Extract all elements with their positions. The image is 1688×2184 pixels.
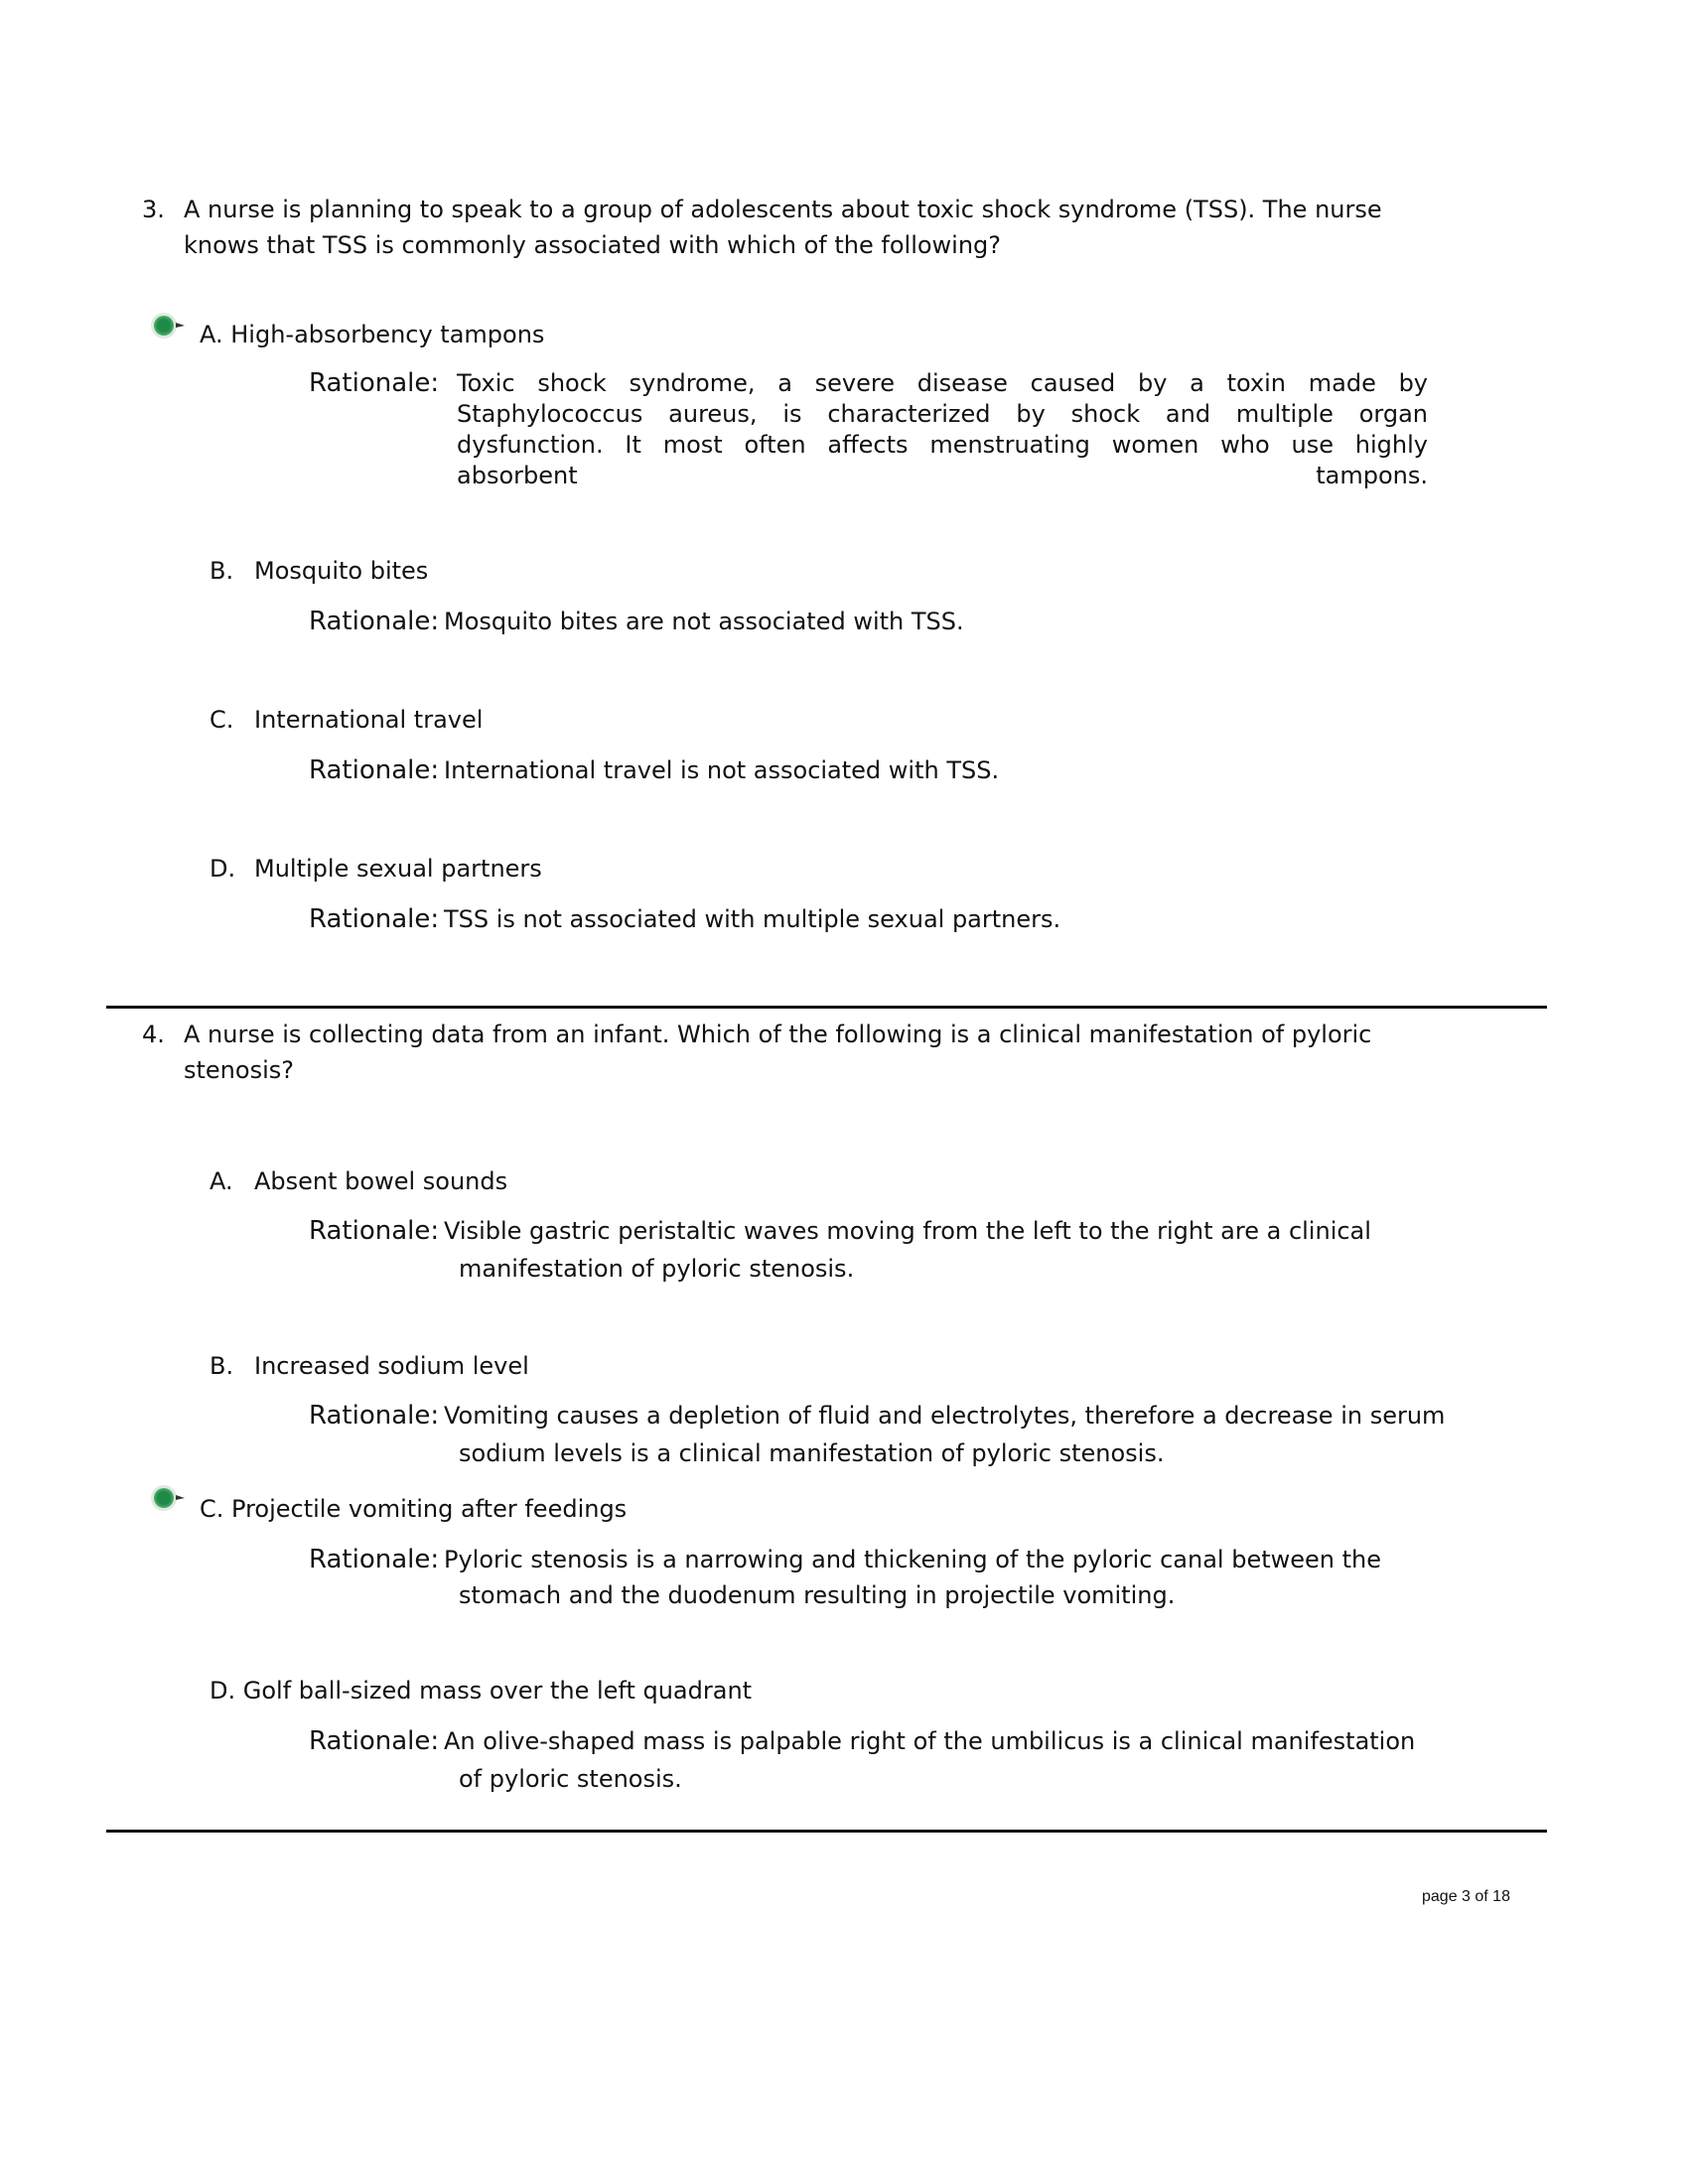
rationale-text: An olive-shaped mass is palpable right of the umbilicus is a clinical manifestation bbox=[444, 1727, 1416, 1755]
rationale-label: Rationale: bbox=[309, 904, 440, 934]
rationale-text: TSS is not associated with multiple sexual partners. bbox=[444, 905, 1061, 933]
rationale-text: Visible gastric peristaltic waves moving from the left to the right are a clinical bbox=[444, 1217, 1371, 1245]
option-c: International travel bbox=[254, 706, 484, 734]
rationale-text: Toxic shock syndrome, a severe disease caused by a toxin made by Staphylococcus aureus, is characterized by shock and multiple organ dysfunction. It most often affects menstruating women who use highly absorbent tampons. bbox=[457, 369, 1428, 489]
rationale-text: Pyloric stenosis is a narrowing and thickening of the pyloric canal between the bbox=[444, 1546, 1382, 1573]
option-d: D. Golf ball-sized mass over the left quadrant bbox=[210, 1677, 753, 1705]
option-letter: B. bbox=[210, 557, 234, 585]
rationale-label: Rationale: bbox=[309, 368, 440, 398]
rationale-text: of pyloric stenosis. bbox=[459, 1765, 682, 1793]
option-letter: C. bbox=[210, 706, 234, 734]
page-number: page 3 of 18 bbox=[1422, 1888, 1510, 1905]
rationale-text: sodium levels is a clinical manifestation of pyloric stenosis. bbox=[459, 1439, 1165, 1467]
rationale-label: Rationale: bbox=[309, 1401, 440, 1431]
rationale-text: Mosquito bites are not associated with TSS. bbox=[444, 608, 964, 635]
question-text: A nurse is planning to speak to a group of adolescents about toxic shock syndrome (TSS). The nurse knows that TSS is commonly associated with which of the following? bbox=[184, 196, 1382, 259]
option-b: Increased sodium level bbox=[254, 1352, 529, 1380]
option-letter: A. bbox=[210, 1167, 233, 1195]
option-d: Multiple sexual partners bbox=[254, 855, 542, 883]
question-number: 4. bbox=[142, 1021, 165, 1048]
rationale-label: Rationale: bbox=[309, 1216, 440, 1246]
option-a: Absent bowel sounds bbox=[254, 1167, 508, 1195]
option-c: C. Projectile vomiting after feedings bbox=[200, 1495, 628, 1523]
option-a: A. High-absorbency tampons bbox=[200, 321, 545, 348]
rationale-text: manifestation of pyloric stenosis. bbox=[459, 1255, 855, 1283]
option-letter: D. bbox=[210, 855, 236, 883]
divider bbox=[106, 1006, 1547, 1009]
option-b: Mosquito bites bbox=[254, 557, 429, 585]
rationale-label: Rationale: bbox=[309, 1545, 440, 1574]
question-text: A nurse is collecting data from an infant. Which of the following is a clinical manifestation of pyloric stenosis? bbox=[184, 1021, 1372, 1084]
question-number: 3. bbox=[142, 196, 165, 223]
rationale-label: Rationale: bbox=[309, 755, 440, 785]
rationale-label: Rationale: bbox=[309, 607, 440, 636]
option-letter: B. bbox=[210, 1352, 234, 1380]
rationale-label: Rationale: bbox=[309, 1726, 440, 1756]
divider bbox=[106, 1830, 1547, 1833]
rationale-text: International travel is not associated with TSS. bbox=[444, 756, 1000, 784]
correct-answer-marker-icon bbox=[149, 1483, 193, 1513]
correct-answer-marker-icon bbox=[149, 311, 193, 341]
rationale-text: Vomiting causes a depletion of fluid and electrolytes, therefore a decrease in serum bbox=[444, 1402, 1446, 1430]
rationale-text: stomach and the duodenum resulting in projectile vomiting. bbox=[459, 1581, 1176, 1609]
